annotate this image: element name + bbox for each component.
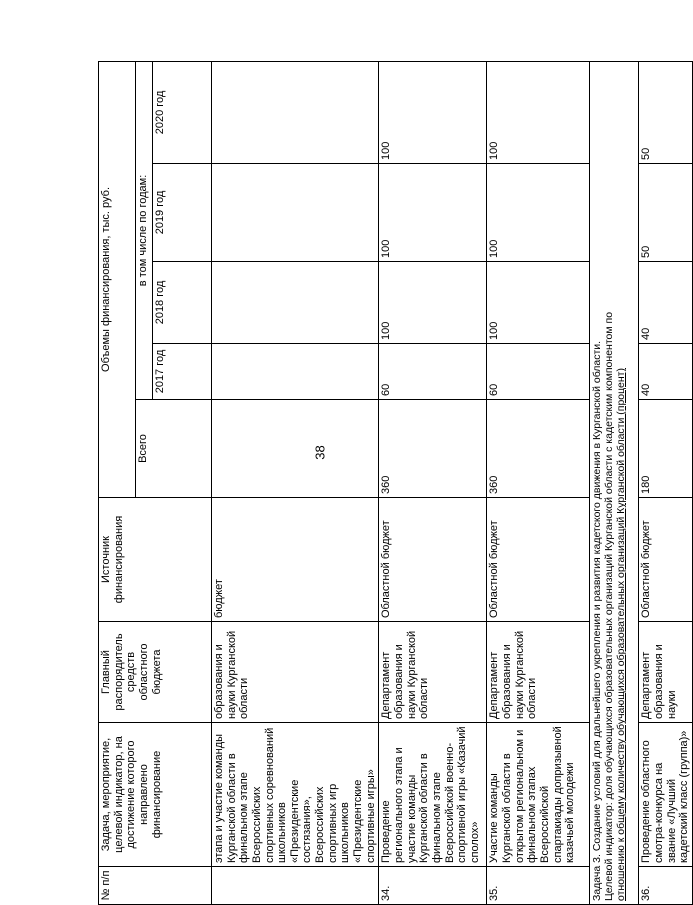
cell-task: Проведение регионального этапа и участие команды Курганской области в финальном этапе Всероссийской военно-спортивной игры «Казачий сполох» — [379, 723, 487, 867]
cell-task: этапа и участие команды Курганской области в финальном этапе Всероссийских спортивных соревнований школьников «Президентские состязания», Всероссийских спортивных игр школьников «Президентские спортивные игры» — [212, 723, 379, 867]
cell-2018: 100 — [379, 262, 487, 344]
cell-num: 36. — [639, 867, 693, 905]
table-row — [379, 61, 487, 904]
financing-table-container — [98, 62, 691, 905]
cell-num: 34. — [379, 867, 487, 905]
task-3-indicator: Целевой индикатор: доля обучающихся образовательных организаций Курганской области с кадетским компонентом по — [603, 311, 616, 901]
cell-2017: 40 — [639, 344, 693, 400]
cell-source: Областной бюджет — [487, 498, 590, 622]
cell-2020: 100 — [379, 61, 487, 163]
cell-2018: 40 — [639, 262, 693, 344]
header-source: Источник финансирования — [99, 498, 212, 622]
cell-2017: 60 — [379, 344, 487, 400]
cell-2019: 100 — [487, 164, 590, 262]
cell-2019: 100 — [379, 164, 487, 262]
task-3-row — [590, 61, 639, 904]
cell-num — [212, 867, 379, 905]
header-year-2019: 2019 год — [153, 164, 212, 262]
header-task: Задача, мероприятие, целевой индикатор, на достижение которого направлено финансирование — [99, 723, 212, 867]
cell-2020: 100 — [487, 61, 590, 163]
header-total: Всего — [136, 400, 212, 498]
cell-source: бюджет — [212, 498, 379, 622]
cell-2019 — [212, 164, 379, 262]
cell-2020: 50 — [639, 61, 693, 163]
header-manager: Главный распорядитель средств областного бюджета — [99, 622, 212, 723]
header-row-1 — [99, 61, 136, 904]
header-num: № п/п — [99, 867, 212, 905]
cell-task: Проведение областного смотра-конкурса на звание «Лучший кадетский класс (группа)» — [639, 723, 693, 867]
task-3-description — [590, 61, 639, 904]
cell-2020 — [212, 61, 379, 163]
table-row — [212, 61, 379, 904]
cell-task: Участие команды Курганской области в открытом региональном и финальном этапах Всероссийской спартакиады допризывной казачьей молодежи — [487, 723, 590, 867]
cell-num: 35. — [487, 867, 590, 905]
cell-total: 360 — [487, 400, 590, 498]
header-year-2020: 2020 год — [153, 61, 212, 163]
page-number: 38 — [312, 445, 328, 460]
table-row — [639, 61, 693, 904]
cell-2017 — [212, 344, 379, 400]
cell-2018 — [212, 262, 379, 344]
cell-total: 360 — [379, 400, 487, 498]
cell-2019: 50 — [639, 164, 693, 262]
cell-manager: Департамент образования и науки — [639, 622, 693, 723]
cell-2018: 100 — [487, 262, 590, 344]
cell-total: 180 — [639, 400, 693, 498]
financing-table — [98, 61, 693, 905]
header-by-years: в том числе по годам: — [136, 61, 153, 399]
header-year-2017: 2017 год — [153, 344, 212, 400]
cell-source: Областной бюджет — [639, 498, 693, 622]
cell-source: Областной бюджет — [379, 498, 487, 622]
cell-manager: Департамент образования и науки Курганской области — [379, 622, 487, 723]
header-volumes: Объемы финансирования, тыс. руб. — [99, 61, 136, 497]
header-year-2018: 2018 год — [153, 262, 212, 344]
rotated-page-area — [98, 62, 691, 905]
cell-manager: образования и науки Курганской области — [212, 622, 379, 723]
cell-total — [212, 400, 379, 498]
table-row — [487, 61, 590, 904]
cell-2017: 60 — [487, 344, 590, 400]
cell-manager: Департамент образования и науки Курганской области — [487, 622, 590, 723]
task-3-indicator-cont: отношению к общему количеству обучающихся образовательных организаций Курганской области (процент) — [615, 368, 628, 901]
task-3-title: Задача 3. Создание условий для дальнейшего укрепления и развития кадетского движения в Курганской области. — [591, 340, 604, 901]
